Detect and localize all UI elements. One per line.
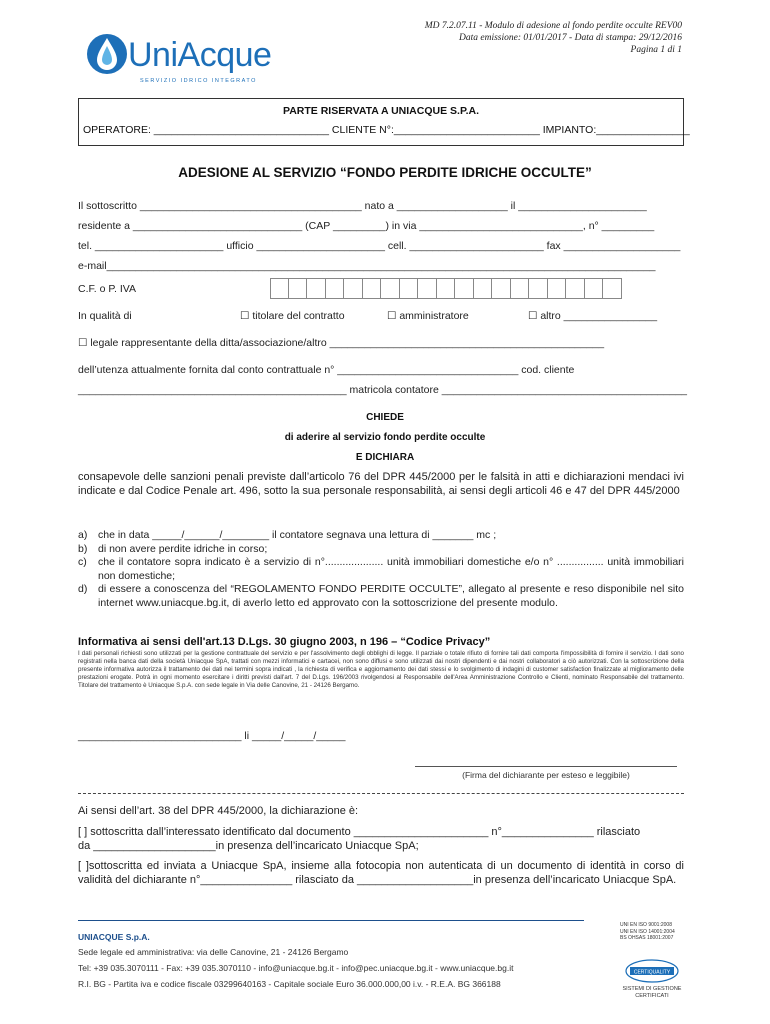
certiquality-text: CERTIQUALITY <box>633 969 671 976</box>
chiede-heading: CHIEDE <box>366 412 404 423</box>
declaration-list <box>78 529 684 610</box>
footer-registry: R.I. BG - Partita iva e codice fiscale 03299640163 - Capitale sociale Euro 36.000.000,00 i.v. - R.E.A. BG 366188 <box>78 979 501 989</box>
dpr-option-1-cont[interactable]: da ____________________in presenza dell’incaricato Uniacque SpA; <box>78 840 419 852</box>
logo-wordmark: UniAcque <box>128 36 272 74</box>
list-item: b) di non avere perdite idriche in corso; <box>78 542 268 555</box>
consapevole-paragraph: consapevole delle sanzioni penali previste dall’articolo 76 del DPR 445/2000 per le falsità in atti e dichiarazioni mendaci ivi indicate e dal Codice Penale art. 496, sotto la sua personale responsabilità, ai sensi degli articoli 46 e 47 del DPR 445/2000 <box>78 471 684 497</box>
certiquality-logo-icon <box>620 955 684 985</box>
field-row-utenza[interactable]: dell’utenza attualmente fornita dal conto contrattuale n° _______________________________ cod. cliente <box>78 364 575 376</box>
cf-cell[interactable] <box>381 278 400 299</box>
reserved-title: PARTE RISERVATA A UNIACQUE S.P.A. <box>282 105 480 117</box>
cf-cell[interactable] <box>400 278 419 299</box>
quality-label: In qualità di <box>78 310 132 322</box>
cf-cell[interactable] <box>326 278 345 299</box>
doc-dates: Data emissione: 01/01/2017 - Data di stampa: 29/12/2016 <box>459 33 682 43</box>
cf-cell[interactable] <box>548 278 567 299</box>
checkbox-other[interactable]: ☐ altro ________________ <box>528 310 658 322</box>
document-header <box>425 20 682 56</box>
cf-cell[interactable] <box>418 278 437 299</box>
cf-cell[interactable] <box>492 278 511 299</box>
reserved-fields[interactable]: OPERATORE: ______________________________ CLIENTE N°:_________________________ IMPIANTO:________________ <box>83 124 690 136</box>
list-item: c) che il contatore sopra indicato è a servizio di n°.................... unità immobiliari domestiche e/o n° ................ unità immobiliari non domestiche; <box>78 556 684 582</box>
field-row-address[interactable]: residente a _____________________________ (CAP _________) in via ____________________________, n° _________ <box>78 220 655 232</box>
field-row-email[interactable]: e-mail______________________________________________________________________________________________ <box>78 260 656 272</box>
checkbox-legal-representative[interactable]: ☐ legale rappresentante della ditta/associazione/altro _______________________________________________ <box>78 337 605 349</box>
cf-cell[interactable] <box>344 278 363 299</box>
cf-cell[interactable] <box>511 278 530 299</box>
cf-cell[interactable] <box>455 278 474 299</box>
date-line[interactable]: ____________________________ li _____/_____/_____ <box>78 730 346 742</box>
cf-cell[interactable] <box>603 278 622 299</box>
cf-cell[interactable] <box>270 278 289 299</box>
footer-contacts: Tel: +39 035.3070111 - Fax: +39 035.3070110 - info@uniacque.bg.it - info@pec.uniacque.bg.it - www.uniacque.bg.it <box>78 963 514 973</box>
reserved-section <box>78 98 690 146</box>
cf-cell[interactable] <box>566 278 585 299</box>
logo-tagline: SERVIZIO IDRICO INTEGRATO <box>140 78 257 84</box>
chiede-text: di aderire al servizio fondo perdite occulte <box>284 432 486 443</box>
uniacque-logo-icon <box>85 30 129 78</box>
dpr-intro: Ai sensi dell’art. 38 del DPR 445/2000, la dichiarazione è: <box>78 805 359 817</box>
list-item: d) di essere a conoscenza del “REGOLAMENTO FONDO PERDITE OCCULTE”, allegato al presente e reso disponibile nel sito internet www.uniacque.bg.it, di averlo letto ed approvato con la sottoscrizione del presente modulo. <box>78 583 684 609</box>
footer-company: UNIACQUE S.p.A. <box>78 932 150 942</box>
cf-cell[interactable] <box>529 278 548 299</box>
signature-caption: (Firma del dichiarante per esteso e leggibile) <box>462 770 630 780</box>
doc-code: MD 7.2.07.11 - Modulo di adesione al fondo perdite occulte REV00 <box>424 21 682 31</box>
cf-label: C.F. o P. IVA <box>78 283 136 295</box>
page-number: Pagina 1 di 1 <box>630 45 682 55</box>
checkbox-owner[interactable]: ☐ titolare del contratto <box>240 310 345 322</box>
cf-cell[interactable] <box>437 278 456 299</box>
dichiara-heading: E DICHIARA <box>355 452 415 463</box>
field-row-name[interactable]: Il sottoscritto ______________________________________ nato a ___________________ il ______________________ <box>78 200 647 212</box>
certification-caption: SISTEMI DI GESTIONE CERTIFICATI <box>622 986 682 999</box>
list-item: a) che in data _____/______/________ il contatore segnava una lettura di _______ mc ; <box>78 529 497 541</box>
cf-cell[interactable] <box>289 278 308 299</box>
footer-address: Sede legale ed amministrativa: via delle Canovine, 21 - 24126 Bergamo <box>78 947 349 957</box>
cf-cell[interactable] <box>363 278 382 299</box>
page-title: ADESIONE AL SERVIZIO “FONDO PERDITE IDRICHE OCCULTE” <box>178 165 592 180</box>
field-row-phones[interactable]: tel. ______________________ ufficio ______________________ cell. _______________________ fax ____________________ <box>78 240 681 252</box>
field-row-matricola[interactable]: ______________________________________________ matricola contatore __________________________________________ <box>78 384 688 396</box>
privacy-text: I dati personali richiesti sono utilizzati per la gestione contrattuale del servizio e per l'assolvimento degli obblighi di legge. Il parziale o totale rifiuto di fornire tali dati comporta l'impossibilità di fornire il servizio. I dati sono registrati nella banca dati della società Uniacque SpA, trattati con mezzi informatici e cartacei, non sono diffusi e sono utilizzati dai nostri dipendenti e dai nostri collaboratori a ciò autorizzati. Con la sottoscrizione della presente informativa autorizza il trattamento dei dati nei termini sopra indicati , la richiesta di verifica e aggiornamento dei dati stessi e lo svolgimento di indagini di customer satisfaction finalizzate al miglioramento delle prestazioni erogate. Potrà in ogni momento esercitare i diritti previsti dall'art. 7 del D.Lgs. 196/2003 rivolgendosi al Responsabile dell'Area Amministrazione Controllo e Clienti, nominato Responsabile del trattamento. Titolare del trattamento è Uniacque S.p.A. con sede legale in Via delle Canovine, 21 - 24126 Bergamo. <box>78 650 684 690</box>
cf-cell[interactable] <box>585 278 604 299</box>
dashed-divider <box>78 793 684 794</box>
cf-cell[interactable] <box>307 278 326 299</box>
footer-rule <box>78 920 584 921</box>
signature-line[interactable] <box>415 766 677 767</box>
cf-input-grid[interactable] <box>270 278 622 299</box>
cf-cell[interactable] <box>474 278 493 299</box>
checkbox-administrator[interactable]: ☐ amministratore <box>387 310 469 322</box>
dpr-option-2[interactable]: [ ]sottoscritta ed inviata a Uniacque SpA, insieme alla fotocopia non autenticata di un documento di identità in corso di validità del dichiarante n°_______________ rilasciato da ___________________in presenza dell’incaricato Uniacque SpA. <box>78 860 684 886</box>
certification-standards: UNI EN ISO 9001:2008 UNI EN ISO 14001:2004 BS OHSAS 18001:2007 <box>620 922 675 941</box>
dpr-option-1[interactable]: [ ] sottoscritta dall’interessato identificato dal documento ______________________ n°_______________ rilasciato <box>78 826 641 838</box>
privacy-title: Informativa ai sensi dell'art.13 D.Lgs. 30 giugno 2003, n 196 – “Codice Privacy” <box>78 636 491 648</box>
